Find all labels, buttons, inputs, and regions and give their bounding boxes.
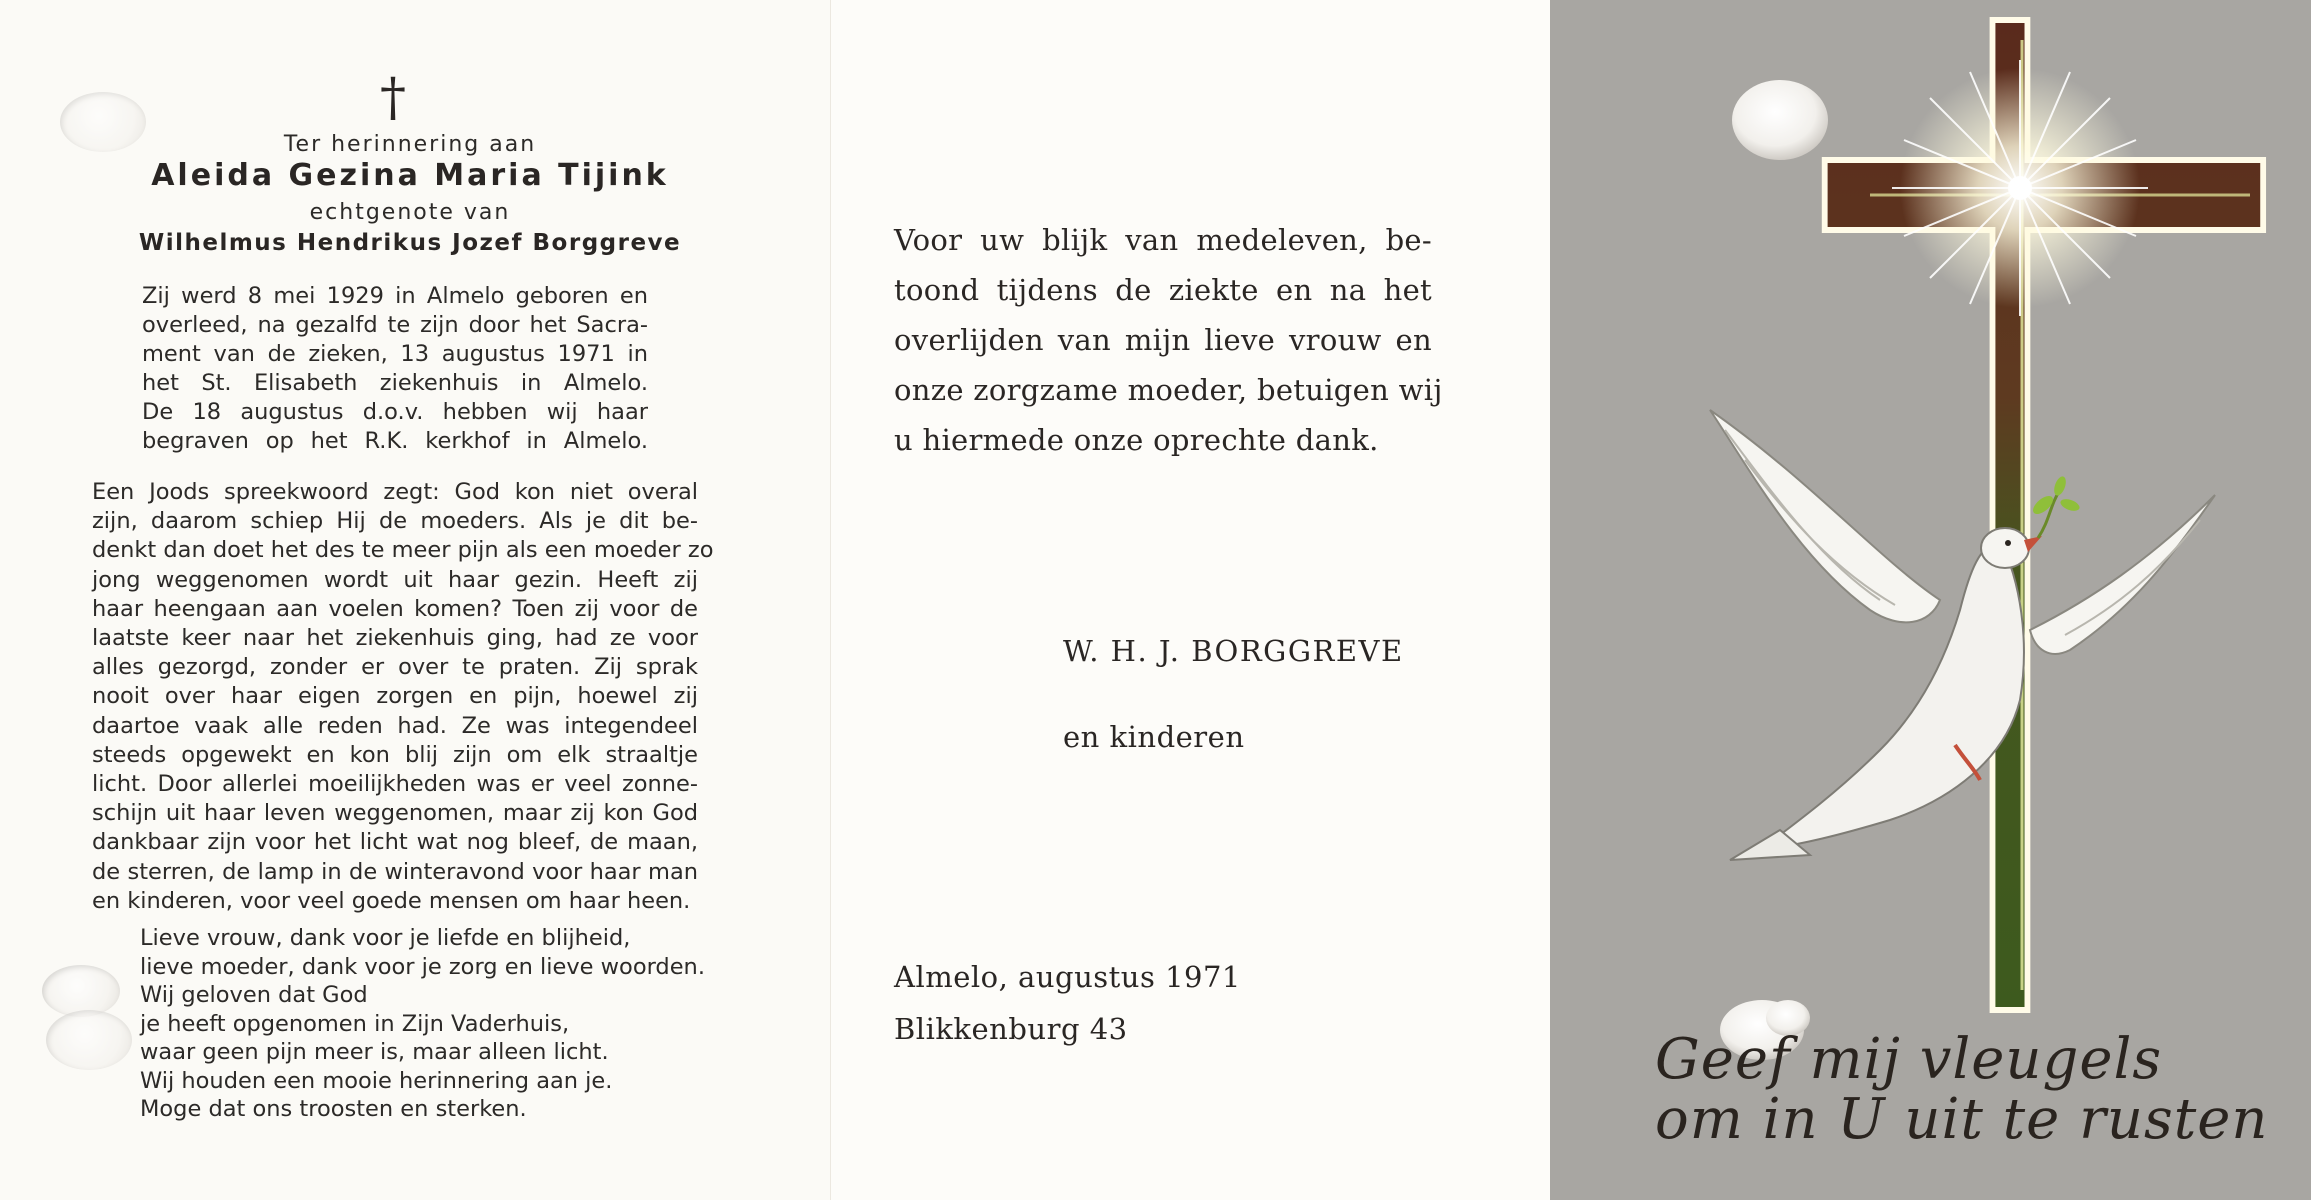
text-line: daartoe vaak alle reden had. Ze was integendeel	[92, 712, 698, 739]
poem-line: Lieve vrouw, dank voor je liefde en blijheid,	[140, 925, 631, 951]
thanks-line: u hiermede onze oprechte dank.	[894, 423, 1379, 457]
text-line: steeds opgewekt en kon blij zijn om elk straaltje	[92, 741, 698, 768]
bio-line: het St. Elisabeth ziekenhuis in Almelo.	[142, 370, 648, 396]
signature: W. H. J. BORGGREVE	[1063, 634, 1404, 668]
bio-line: begraven op het R.K. kerkhof in Almelo.	[142, 428, 648, 454]
dove-icon	[1710, 410, 2215, 860]
spouse-name: Wilhelmus Hendrikus Jozef Borggreve	[138, 230, 682, 256]
cross-mark: †	[380, 68, 406, 128]
thanks-message	[894, 215, 1443, 465]
verse-line: om in U uit te rusten	[1655, 1087, 2269, 1152]
children-line: en kinderen	[1063, 720, 1245, 754]
thanks-line: Voor uw blijk van medeleven, be-	[894, 223, 1432, 257]
text-line: Een Joods spreekwoord zegt: God kon niet overal	[92, 479, 698, 505]
cross-dove-illustration	[1550, 0, 2311, 1200]
place-date: Almelo, augustus 1971	[894, 960, 1241, 994]
text-line: en kinderen, voor veel goede mensen om haar heen.	[92, 887, 691, 914]
poem-line: Wij houden een mooie herinnering aan je.	[140, 1067, 613, 1094]
punch-hole-top-right	[1732, 80, 1828, 160]
poem-line: lieve moeder, dank voor je zorg en lieve woorden.	[140, 953, 705, 980]
bio-line: ment van de zieken, 13 augustus 1971 in	[142, 341, 648, 367]
memorial-text	[92, 478, 714, 916]
text-line: zijn, daarom schiep Hij de moeders. Als je dit be-	[92, 508, 698, 535]
verse	[1655, 1027, 2275, 1152]
text-line: haar heengaan aan voelen komen? Toen zij voor de	[92, 595, 698, 622]
text-line: licht. Door allerlei moeilijkheden was er veel zonne-	[92, 771, 698, 798]
biography	[142, 282, 648, 456]
thanks-line: overlijden van mijn lieve vrouw en	[894, 323, 1432, 357]
thanks-line: toond tijdens de ziekte en na het	[894, 273, 1432, 307]
text-line: dankbaar zijn voor het licht wat nog bleef, de maan,	[92, 829, 698, 856]
thanks-line: onze zorgzame moeder, betuigen wij	[894, 373, 1443, 407]
text-line: nooit over haar eigen zorgen en pijn, hoewel zij	[92, 683, 698, 710]
text-line: denkt dan doet het des te meer pijn als een moeder zo	[92, 537, 714, 564]
text-line: jong weggenomen wordt uit haar gezin. Heeft zij	[92, 566, 698, 593]
address: Blikkenburg 43	[894, 1012, 1128, 1046]
light-burst-icon	[1892, 60, 2148, 316]
text-line: de sterren, de lamp in de winteravond voor haar man	[92, 858, 698, 885]
bio-line: overleed, na gezalfd te zijn door het Sacra-	[142, 312, 648, 338]
punch-hole-bottom-left-1	[42, 965, 120, 1017]
punch-hole-bottom-left-2	[46, 1010, 132, 1070]
text-line: schijn uit haar leven weggenomen, maar zij kon God	[92, 800, 698, 827]
bio-line: Zij werd 8 mei 1929 in Almelo geboren en	[142, 283, 648, 309]
verse-line: Geef mij vleugels	[1655, 1027, 2163, 1092]
poem	[140, 924, 710, 1124]
poem-line: Wij geloven dat God	[140, 982, 368, 1008]
text-line: alles gezorgd, zonder er over te praten. Zij sprak	[92, 654, 698, 681]
poem-line: je heeft opgenomen in Zijn Vaderhuis,	[140, 1010, 570, 1037]
bio-line: De 18 augustus d.o.v. hebben wij haar	[142, 399, 648, 425]
deceased-name: Aleida Gezina Maria Tijink	[151, 158, 669, 193]
poem-line: Moge dat ons troosten en sterken.	[140, 1096, 527, 1122]
poem-line: waar geen pijn meer is, maar alleen licht.	[140, 1039, 609, 1065]
text-line: laatste keer naar het ziekenhuis ging, had ze voor	[92, 625, 698, 652]
intro-text: Ter herinnering aan	[283, 132, 537, 157]
spouse-label: echtgenote van	[309, 200, 511, 225]
